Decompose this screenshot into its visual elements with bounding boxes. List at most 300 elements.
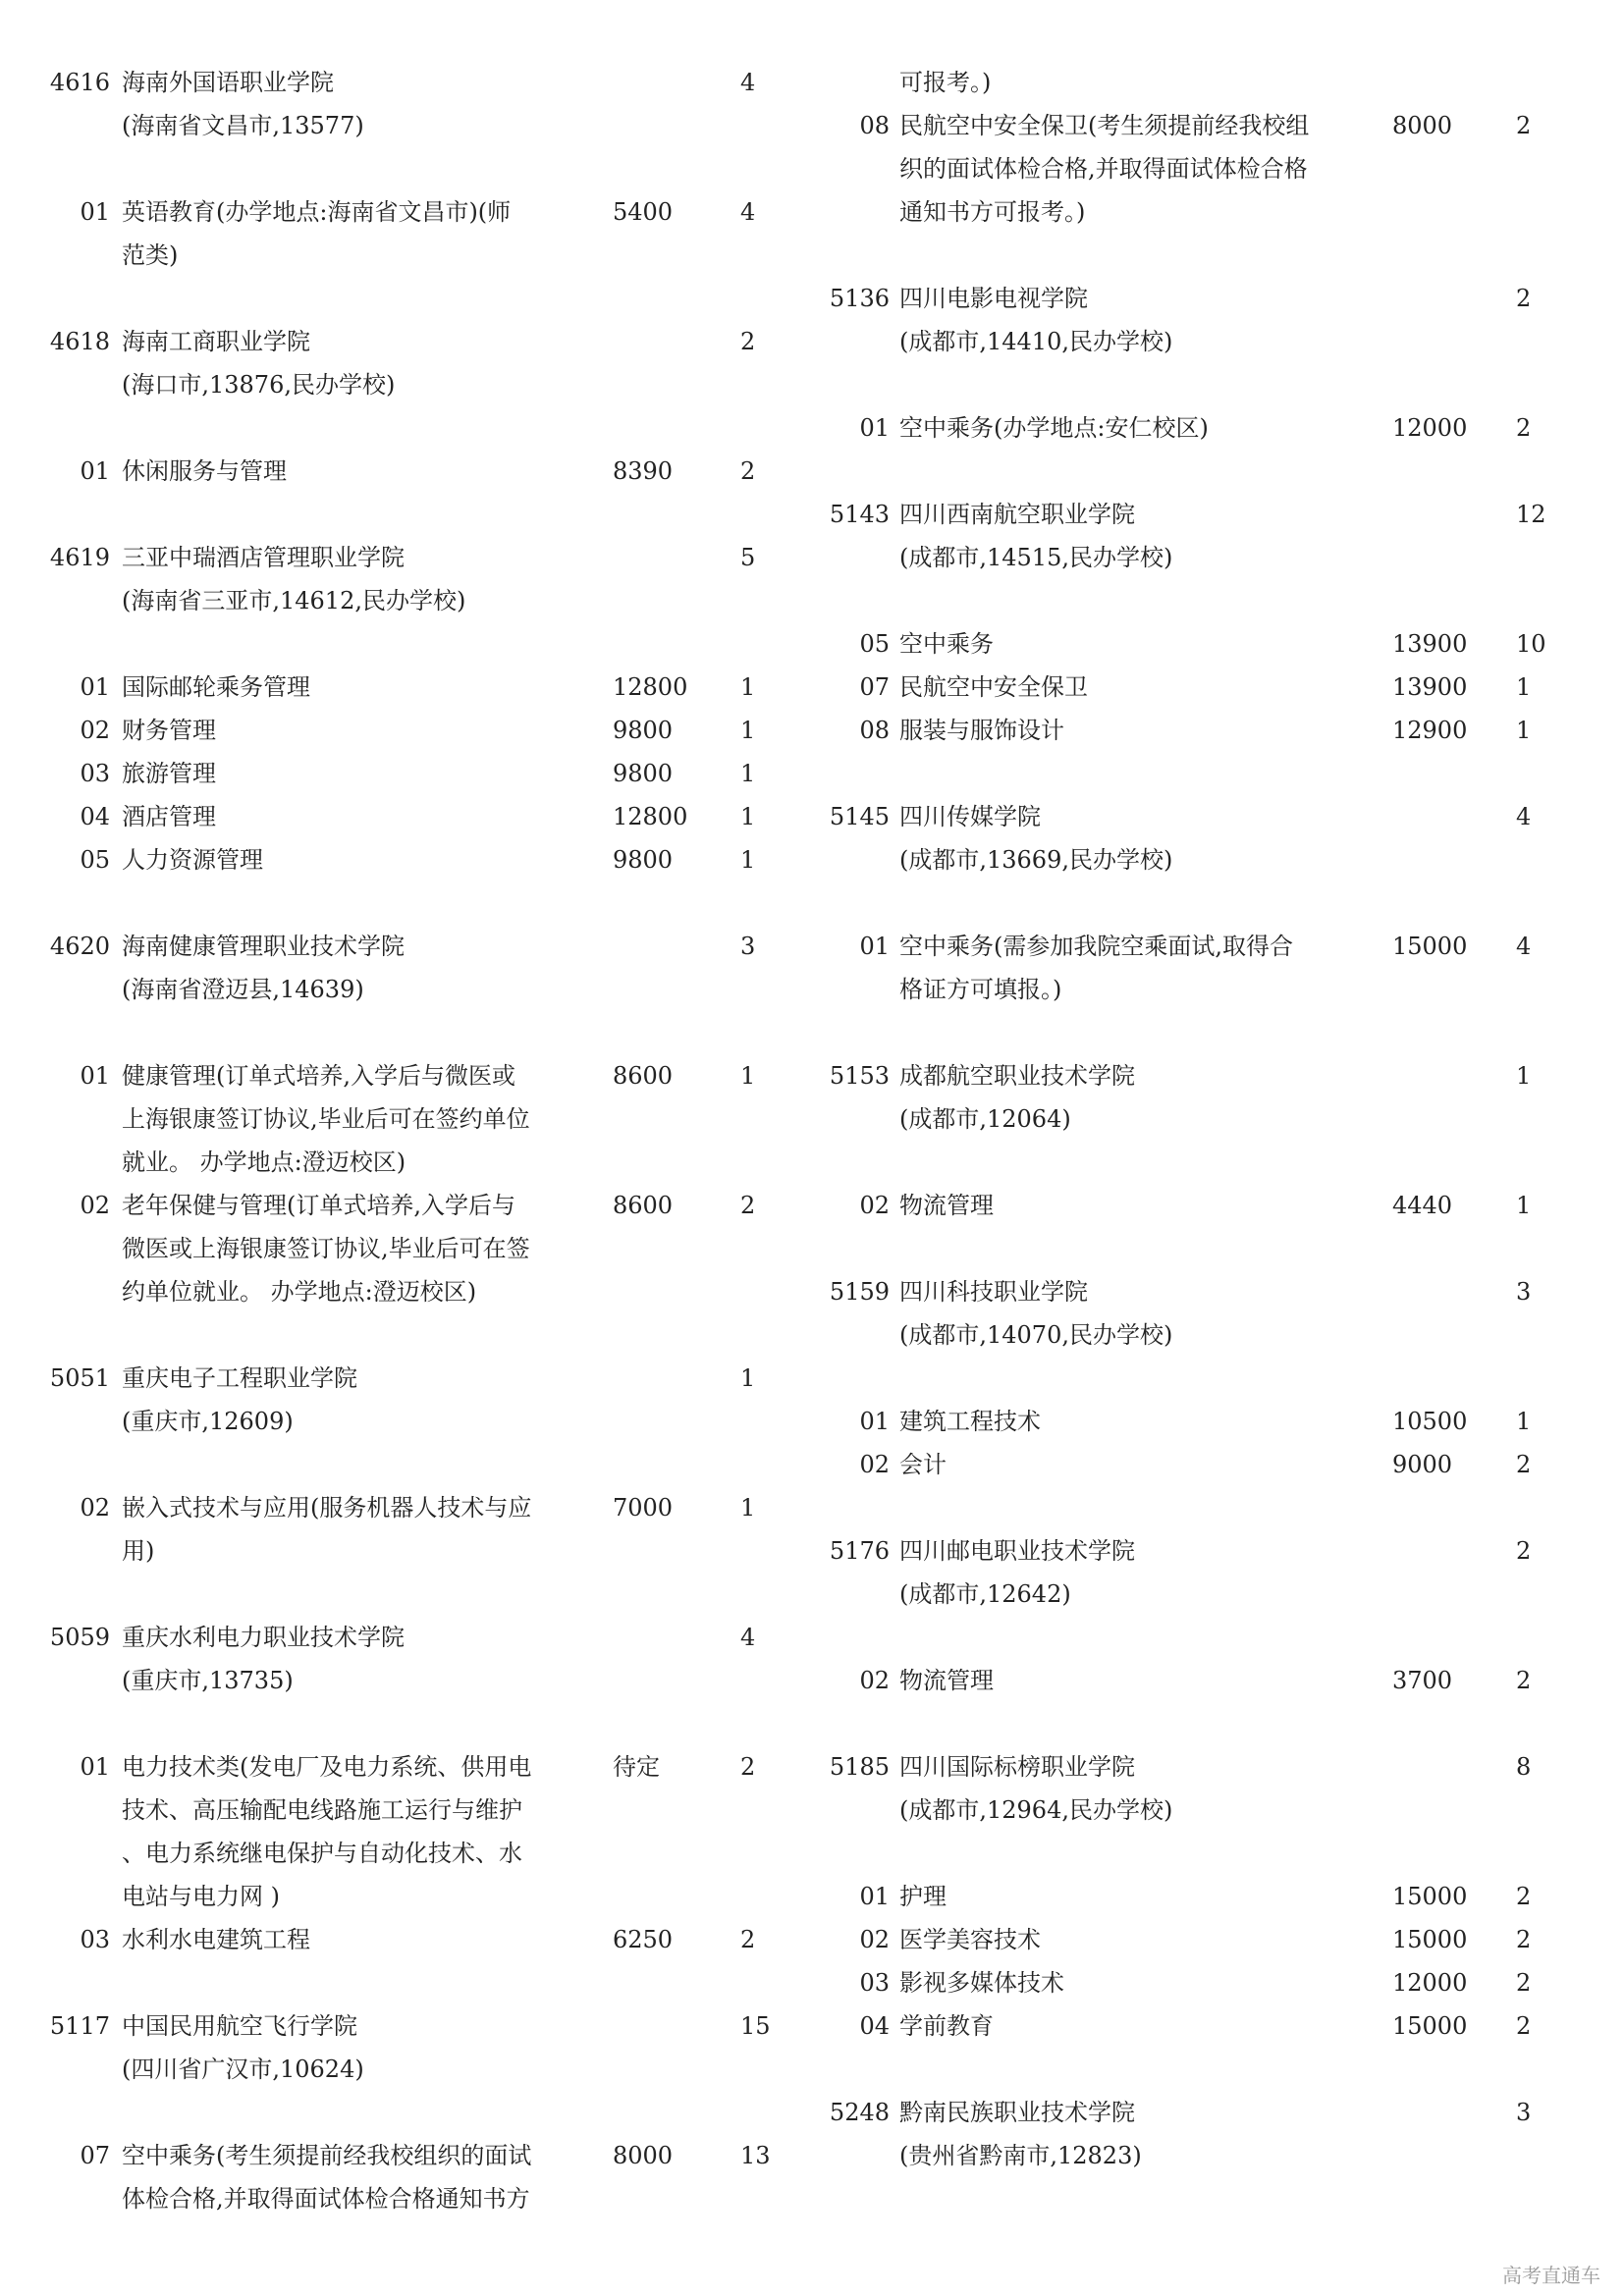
- major-name: 技术、高压输配电线路施工运行与维护: [122, 1796, 522, 1824]
- major-code: 01: [859, 1883, 890, 1910]
- major-entry: [39, 1054, 785, 1184]
- major-name: 老年保健与管理(订单式培养,入学后与: [122, 1192, 515, 1219]
- school-location: (四川省广汉市,10624): [122, 2056, 364, 2083]
- school-location: (海南省文昌市,13577): [122, 112, 364, 139]
- tuition-fee: 6250: [613, 1926, 674, 1953]
- tuition-fee: 12000: [1392, 414, 1468, 442]
- plan-count: 2: [1516, 112, 1532, 139]
- major-entry: [813, 1918, 1589, 1961]
- tuition-fee: 待定: [613, 1753, 660, 1781]
- school-entry: [813, 1270, 1589, 1357]
- entry-line: [39, 1875, 785, 1918]
- plan-count: 2: [740, 328, 756, 355]
- major-name: 空中乘务: [899, 630, 994, 658]
- plan-count: 2: [740, 1753, 756, 1781]
- entry-line: [813, 968, 1589, 1011]
- major-code: 03: [80, 1926, 110, 1953]
- school-entry: [813, 1054, 1589, 1141]
- tuition-fee: 7000: [613, 1494, 674, 1522]
- plan-count: 4: [740, 1624, 756, 1651]
- major-code: 02: [80, 717, 110, 744]
- spacer: [813, 450, 1589, 493]
- entry-line: [813, 147, 1589, 190]
- spacer: [39, 1011, 785, 1054]
- continued-entry: [813, 61, 1589, 104]
- tuition-fee: 12000: [1392, 1969, 1468, 1997]
- entry-line: [813, 1270, 1589, 1313]
- major-name: 休闲服务与管理: [122, 457, 287, 485]
- entry-line: [39, 1745, 785, 1789]
- major-name: 格证方可填报。): [899, 976, 1062, 1003]
- school-code: 5136: [829, 285, 890, 312]
- school-name: 三亚中瑞酒店管理职业学院: [122, 544, 405, 571]
- spacer: [39, 493, 785, 536]
- entry-line: [39, 363, 785, 406]
- entry-line: [39, 666, 785, 709]
- school-entry: [39, 1616, 785, 1702]
- major-entry: [39, 666, 785, 709]
- major-entry: [39, 1745, 785, 1918]
- tuition-fee: 9000: [1392, 1451, 1453, 1478]
- entry-line: [39, 2048, 785, 2091]
- school-entry: [813, 1529, 1589, 1616]
- spacer: [39, 2091, 785, 2134]
- school-name: 四川科技职业学院: [899, 1278, 1088, 1306]
- major-name: 范类): [122, 241, 179, 269]
- major-name: 服装与服饰设计: [899, 717, 1064, 744]
- major-entry: [813, 1400, 1589, 1443]
- major-name: 建筑工程技术: [899, 1408, 1041, 1435]
- tuition-fee: 9800: [613, 760, 674, 787]
- major-code: 01: [859, 414, 890, 442]
- tuition-fee: 3700: [1392, 1667, 1453, 1694]
- entry-text: 可报考。): [899, 69, 992, 96]
- tuition-fee: 15000: [1392, 1883, 1468, 1910]
- spacer: [813, 2048, 1589, 2091]
- plan-count: 4: [1516, 803, 1532, 830]
- entry-line: [39, 752, 785, 795]
- entry-line: [39, 1054, 785, 1097]
- major-name: 空中乘务(办学地点:安仁校区): [899, 414, 1209, 442]
- school-location: (重庆市,12609): [122, 1408, 294, 1435]
- plan-count: 3: [1516, 1278, 1532, 1306]
- tuition-fee: 9800: [613, 717, 674, 744]
- major-name: 物流管理: [899, 1192, 994, 1219]
- entry-line: [813, 190, 1589, 234]
- major-name: 会计: [899, 1451, 947, 1478]
- major-code: 02: [859, 1926, 890, 1953]
- plan-count: 2: [1516, 1537, 1532, 1565]
- major-code: 02: [80, 1494, 110, 1522]
- tuition-fee: 4440: [1392, 1192, 1453, 1219]
- entry-line: [813, 536, 1589, 579]
- entry-line: [39, 925, 785, 968]
- major-entry: [39, 1918, 785, 1961]
- plan-count: 2: [1516, 414, 1532, 442]
- major-entry: [813, 622, 1589, 666]
- school-code: 5051: [49, 1364, 110, 1392]
- spacer: [813, 363, 1589, 406]
- major-entry: [813, 925, 1589, 1011]
- school-code: 5248: [829, 2099, 890, 2126]
- spacer: [813, 1141, 1589, 1184]
- spacer: [813, 579, 1589, 622]
- plan-count: 1: [740, 1494, 756, 1522]
- tuition-fee: 13900: [1392, 673, 1468, 701]
- entry-line: [39, 450, 785, 493]
- major-name: 护理: [899, 1883, 947, 1910]
- plan-count: 4: [740, 198, 756, 226]
- major-code: 01: [80, 673, 110, 701]
- major-code: 04: [859, 2012, 890, 2040]
- entry-line: [39, 1659, 785, 1702]
- major-name: 空中乘务(需参加我院空乘面试,取得合: [899, 933, 1293, 960]
- major-entry: [39, 838, 785, 881]
- entry-line: [813, 2091, 1589, 2134]
- plan-count: 2: [1516, 1883, 1532, 1910]
- school-code: 4619: [49, 544, 110, 571]
- entry-line: [39, 1184, 785, 1227]
- tuition-fee: 12900: [1392, 717, 1468, 744]
- major-entry: [813, 104, 1589, 234]
- major-code: 05: [80, 846, 110, 874]
- major-name: 就业。 办学地点:澄迈校区): [122, 1148, 406, 1176]
- school-entry: [39, 320, 785, 406]
- entry-line: [39, 1357, 785, 1400]
- entry-line: [39, 1789, 785, 1832]
- major-code: 01: [80, 198, 110, 226]
- school-entry: [813, 277, 1589, 363]
- entry-line: [39, 1486, 785, 1529]
- school-location: (成都市,14515,民办学校): [899, 544, 1173, 571]
- spacer: [39, 147, 785, 190]
- spacer: [39, 1443, 785, 1486]
- entry-line: [39, 2004, 785, 2048]
- entry-line: [813, 277, 1589, 320]
- school-entry: [813, 2091, 1589, 2177]
- entry-line: [39, 579, 785, 622]
- spacer: [813, 1702, 1589, 1745]
- plan-count: 15: [740, 2012, 771, 2040]
- school-entry: [813, 1745, 1589, 1832]
- left-column: [39, 61, 785, 2220]
- tuition-fee: 15000: [1392, 1926, 1468, 1953]
- tuition-fee: 10500: [1392, 1408, 1468, 1435]
- plan-count: 2: [1516, 285, 1532, 312]
- plan-count: 1: [740, 673, 756, 701]
- major-name: 嵌入式技术与应用(服务机器人技术与应: [122, 1494, 532, 1522]
- school-name: 四川西南航空职业学院: [899, 501, 1135, 528]
- major-name: 织的面试体检合格,并取得面试体检合格: [899, 155, 1308, 183]
- school-location: (重庆市,13735): [122, 1667, 294, 1694]
- entry-line: [813, 1184, 1589, 1227]
- plan-count: 1: [1516, 673, 1532, 701]
- major-code: 01: [859, 1408, 890, 1435]
- entry-line: [813, 1054, 1589, 1097]
- plan-count: 13: [740, 2142, 771, 2169]
- entry-line: [39, 795, 785, 838]
- major-entry: [39, 1184, 785, 1313]
- right-column: [813, 61, 1589, 2177]
- plan-count: 2: [1516, 2012, 1532, 2040]
- entry-line: [813, 1789, 1589, 1832]
- major-name: 通知书方可报考。): [899, 198, 1086, 226]
- major-entry: [39, 752, 785, 795]
- spacer: [813, 752, 1589, 795]
- entry-line: [813, 406, 1589, 450]
- school-code: 4620: [49, 933, 110, 960]
- entry-line: [813, 925, 1589, 968]
- school-name: 海南外国语职业学院: [122, 69, 334, 96]
- plan-count: 1: [1516, 1062, 1532, 1090]
- entry-line: [39, 1832, 785, 1875]
- entry-line: [39, 1529, 785, 1573]
- major-name: 英语教育(办学地点:海南省文昌市)(师: [122, 198, 512, 226]
- plan-count: 1: [740, 846, 756, 874]
- spacer: [39, 1702, 785, 1745]
- entry-line: [39, 838, 785, 881]
- plan-count: 8: [1516, 1753, 1532, 1781]
- tuition-fee: 8000: [613, 2142, 674, 2169]
- major-name: 电力技术类(发电厂及电力系统、供用电: [122, 1753, 532, 1781]
- major-code: 08: [859, 112, 890, 139]
- spacer: [813, 1011, 1589, 1054]
- major-name: 体检合格,并取得面试体检合格通知书方: [122, 2185, 530, 2213]
- entry-line: [39, 2134, 785, 2177]
- major-code: 02: [80, 1192, 110, 1219]
- major-name: 民航空中安全保卫: [899, 673, 1088, 701]
- plan-count: 1: [1516, 1192, 1532, 1219]
- major-name: 旅游管理: [122, 760, 216, 787]
- major-code: 05: [859, 630, 890, 658]
- major-code: 02: [859, 1451, 890, 1478]
- tuition-fee: 13900: [1392, 630, 1468, 658]
- major-code: 01: [859, 933, 890, 960]
- school-code: 5117: [49, 2012, 110, 2040]
- entry-line: [813, 1313, 1589, 1357]
- major-name: 用): [122, 1537, 155, 1565]
- entry-line: [813, 493, 1589, 536]
- major-code: 07: [80, 2142, 110, 2169]
- spacer: [39, 881, 785, 925]
- school-code: 5145: [829, 803, 890, 830]
- entry-line: [39, 61, 785, 104]
- spacer: [39, 406, 785, 450]
- entry-line: [813, 61, 1589, 104]
- school-name: 重庆电子工程职业学院: [122, 1364, 357, 1392]
- spacer: [39, 1961, 785, 2004]
- entry-line: [813, 320, 1589, 363]
- major-entry: [813, 1443, 1589, 1486]
- major-name: 、电力系统继电保护与自动化技术、水: [122, 1840, 522, 1867]
- plan-count: 3: [740, 933, 756, 960]
- major-code: 02: [859, 1667, 890, 1694]
- plan-count: 2: [740, 1926, 756, 1953]
- entry-line: [813, 1443, 1589, 1486]
- school-location: (成都市,12064): [899, 1105, 1071, 1133]
- major-code: 01: [80, 457, 110, 485]
- school-name: 中国民用航空飞行学院: [122, 2012, 357, 2040]
- spacer: [39, 1313, 785, 1357]
- tuition-fee: 5400: [613, 198, 674, 226]
- major-name: 水利水电建筑工程: [122, 1926, 310, 1953]
- tuition-fee: 12800: [613, 803, 688, 830]
- entry-line: [813, 1875, 1589, 1918]
- entry-line: [813, 1573, 1589, 1616]
- plan-count: 1: [740, 803, 756, 830]
- spacer: [813, 1616, 1589, 1659]
- school-name: 黔南民族职业技术学院: [899, 2099, 1135, 2126]
- major-entry: [813, 2004, 1589, 2048]
- major-code: 02: [859, 1192, 890, 1219]
- school-location: (成都市,14410,民办学校): [899, 328, 1173, 355]
- plan-count: 2: [740, 457, 756, 485]
- entry-line: [813, 709, 1589, 752]
- major-name: 影视多媒体技术: [899, 1969, 1064, 1997]
- plan-count: 2: [1516, 1451, 1532, 1478]
- entry-line: [813, 2004, 1589, 2048]
- school-entry: [39, 2004, 785, 2091]
- major-name: 约单位就业。 办学地点:澄迈校区): [122, 1278, 477, 1306]
- entry-line: [39, 1227, 785, 1270]
- entry-line: [39, 320, 785, 363]
- major-code: 03: [859, 1969, 890, 1997]
- major-name: 财务管理: [122, 717, 216, 744]
- plan-count: 1: [1516, 717, 1532, 744]
- major-name: 民航空中安全保卫(考生须提前经我校组: [899, 112, 1310, 139]
- spacer: [813, 1357, 1589, 1400]
- tuition-fee: 9800: [613, 846, 674, 874]
- major-entry: [39, 1486, 785, 1573]
- school-location: (成都市,12964,民办学校): [899, 1796, 1173, 1824]
- school-name: 海南工商职业学院: [122, 328, 310, 355]
- spacer: [813, 881, 1589, 925]
- spacer: [813, 234, 1589, 277]
- entry-line: [813, 1745, 1589, 1789]
- entry-line: [39, 1616, 785, 1659]
- school-code: 4618: [49, 328, 110, 355]
- school-entry: [39, 1357, 785, 1443]
- entry-line: [39, 1400, 785, 1443]
- school-code: 4616: [49, 69, 110, 96]
- spacer: [39, 622, 785, 666]
- entry-line: [813, 1097, 1589, 1141]
- school-location: (海南省三亚市,14612,民办学校): [122, 587, 466, 614]
- entry-line: [39, 1141, 785, 1184]
- major-code: 04: [80, 803, 110, 830]
- school-name: 重庆水利电力职业技术学院: [122, 1624, 405, 1651]
- school-name: 四川电影电视学院: [899, 285, 1088, 312]
- entry-line: [39, 104, 785, 147]
- school-location: (成都市,13669,民办学校): [899, 846, 1173, 874]
- major-entry: [813, 709, 1589, 752]
- major-entry: [39, 450, 785, 493]
- major-code: 03: [80, 760, 110, 787]
- entry-line: [813, 2134, 1589, 2177]
- major-code: 01: [80, 1062, 110, 1090]
- major-name: 学前教育: [899, 2012, 994, 2040]
- major-entry: [39, 2134, 785, 2220]
- school-entry: [39, 536, 785, 622]
- entry-line: [813, 1529, 1589, 1573]
- school-entry: [813, 493, 1589, 579]
- tuition-fee: 12800: [613, 673, 688, 701]
- entry-line: [39, 190, 785, 234]
- entry-line: [813, 666, 1589, 709]
- major-entry: [813, 406, 1589, 450]
- spacer: [39, 1573, 785, 1616]
- major-entry: [39, 709, 785, 752]
- tuition-fee: 8600: [613, 1062, 674, 1090]
- major-name: 国际邮轮乘务管理: [122, 673, 310, 701]
- entry-line: [813, 622, 1589, 666]
- school-location: (海口市,13876,民办学校): [122, 371, 396, 399]
- major-name: 医学美容技术: [899, 1926, 1041, 1953]
- major-name: 空中乘务(考生须提前经我校组织的面试: [122, 2142, 532, 2169]
- major-code: 07: [859, 673, 890, 701]
- plan-count: 12: [1516, 501, 1546, 528]
- entry-line: [39, 536, 785, 579]
- school-code: 5153: [829, 1062, 890, 1090]
- school-code: 5185: [829, 1753, 890, 1781]
- school-location: (成都市,12642): [899, 1580, 1071, 1608]
- major-entry: [813, 1961, 1589, 2004]
- plan-count: 2: [740, 1192, 756, 1219]
- major-name: 电站与电力网 ): [122, 1883, 280, 1910]
- school-name: 海南健康管理职业技术学院: [122, 933, 405, 960]
- plan-count: 1: [740, 760, 756, 787]
- plan-count: 10: [1516, 630, 1546, 658]
- watermark-text: 高考直通车: [1502, 2264, 1600, 2287]
- school-entry: [813, 795, 1589, 881]
- major-name: 酒店管理: [122, 803, 216, 830]
- major-code: 01: [80, 1753, 110, 1781]
- entry-line: [813, 838, 1589, 881]
- major-entry: [813, 1184, 1589, 1227]
- school-code: 5059: [49, 1624, 110, 1651]
- plan-count: 1: [740, 717, 756, 744]
- plan-count: 1: [740, 1062, 756, 1090]
- school-code: 5159: [829, 1278, 890, 1306]
- plan-count: 1: [1516, 1408, 1532, 1435]
- entry-line: [39, 2177, 785, 2220]
- school-code: 5176: [829, 1537, 890, 1565]
- tuition-fee: 15000: [1392, 933, 1468, 960]
- tuition-fee: 8000: [1392, 112, 1453, 139]
- entry-line: [39, 968, 785, 1011]
- entry-line: [39, 709, 785, 752]
- tuition-fee: 15000: [1392, 2012, 1468, 2040]
- plan-count: 5: [740, 544, 756, 571]
- plan-count: 4: [1516, 933, 1532, 960]
- school-name: 四川传媒学院: [899, 803, 1041, 830]
- spacer: [813, 1486, 1589, 1529]
- school-location: (海南省澄迈县,14639): [122, 976, 364, 1003]
- plan-count: 3: [1516, 2099, 1532, 2126]
- plan-count: 2: [1516, 1926, 1532, 1953]
- major-entry: [813, 666, 1589, 709]
- spacer: [813, 1832, 1589, 1875]
- entry-line: [813, 1961, 1589, 2004]
- school-entry: [39, 925, 785, 1011]
- major-name: 物流管理: [899, 1667, 994, 1694]
- spacer: [813, 1227, 1589, 1270]
- school-location: (贵州省黔南市,12823): [899, 2142, 1142, 2169]
- plan-count: 1: [740, 1364, 756, 1392]
- school-location: (成都市,14070,民办学校): [899, 1321, 1173, 1349]
- school-name: 成都航空职业技术学院: [899, 1062, 1135, 1090]
- plan-count: 2: [1516, 1969, 1532, 1997]
